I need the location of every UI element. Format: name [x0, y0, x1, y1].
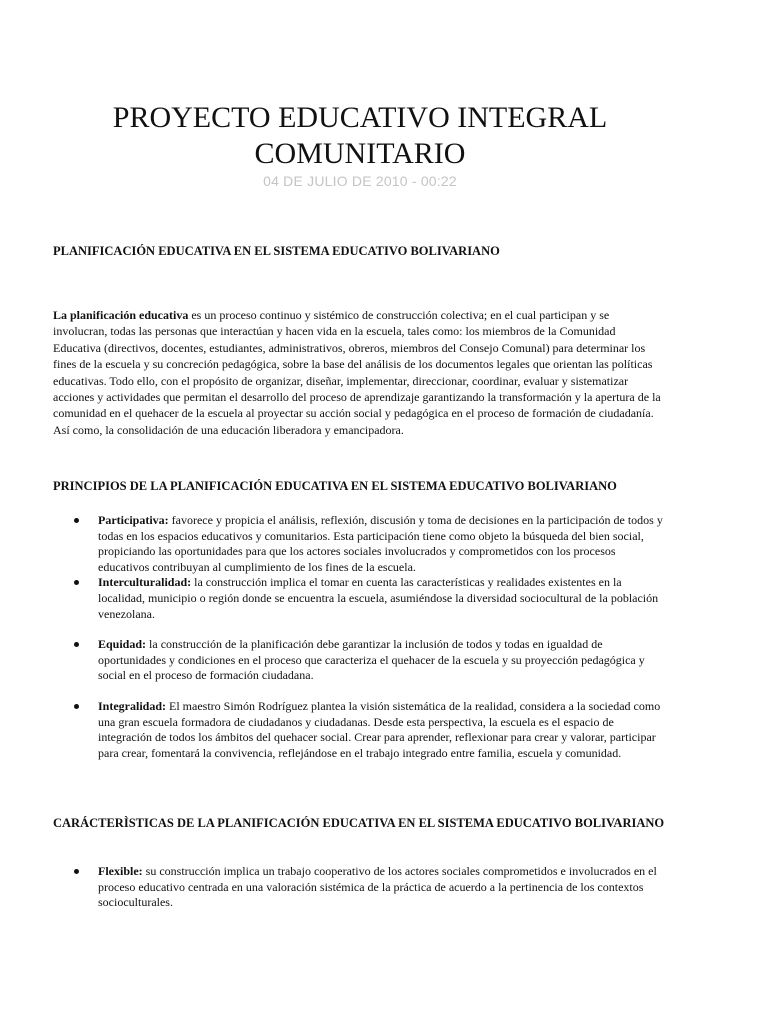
document-title: PROYECTO EDUCATIVO INTEGRAL COMUNITARIO [112, 101, 608, 170]
list-item [53, 699, 665, 761]
principle-term: Equidad: [98, 637, 147, 652]
principles-list [53, 513, 665, 761]
principle-text: El maestro Simón Rodríguez plantea la visión sistemática de la realidad, considera a la sociedad como una gran escuela formadora de ciudadanos y ciudadanas. Desde esta perspectiva, la escuela es el espacio de integración de todos los ámbitos del quehacer social. Crear para aprender, reflexionar para crear y valorar, participar para crear, fomentará la convivencia, reflejándose en el trabajo integrado entre familia, escuela y comunidad. [98, 698, 661, 760]
principle-text: la construcción implica el tomar en cuenta las características y realidades existentes en la localidad, municipio o región donde se encuentra la escuela, asumiéndose la diversidad sociocultural de la población venezolana. [98, 575, 659, 621]
intro-paragraph [53, 307, 663, 438]
bullet-icon [74, 704, 79, 709]
characteristics-list [53, 864, 665, 911]
bullet-icon [74, 869, 79, 874]
section-heading-principios: PRINCIPIOS DE LA PLANIFICACIÓN EDUCATIVA EN EL SISTEMA EDUCATIVO BOLIVARIANO [53, 479, 617, 493]
intro-body-text: es un proceso continuo y sistémico de construcción colectiva; en el cual participan y se involucran, todas las personas que interactúan y hacen vida en la escuela, tales como: los miembros de la Comunidad Educativa (directivos, docentes, estudiantes, administrativos, obreros, miembros del Consejo Comunal) para determinar los fines de la escuela y su concreción pedagógica, sobre la base del análisis de los documentos legales que orientan las políticas educativas. Todo ello, con el propósito de organizar, diseñar, implementar, direccionar, coordinar, evaluar y sistematizar acciones y actividades que permitan el desarrollo del proceso de aprendizaje garantizando la transformación y la apertura de la comunidad en el quehacer de la escuela al proyectar su acción social y pedagógica en el proceso de formación de ciudadanía. Así como, la consolidación de una educación liberadora y emancipadora. [53, 308, 661, 437]
principle-term: Integralidad: [98, 698, 167, 713]
section-heading-caracteristicas: CARÁCTERÌSTICAS DE LA PLANIFICACIÓN EDUCATIVA EN EL SISTEMA EDUCATIVO BOLIVARIANO [53, 816, 665, 830]
bullet-icon [74, 642, 79, 647]
principle-text: favorece y propicia el análisis, reflexión, discusión y toma de decisiones en la participación de todos y todas en los espacios educativos y comunitarios. Esta participación tiene como objeto la búsqueda del bien social, propiciando las oportunidades para que los actores sociales involucrados y comprometidos con los procesos educativos contribuyan al cumplimiento de los fines de la escuela. [98, 513, 663, 574]
principle-text: la construcción de la planificación debe garantizar la inclusión de todos y todas en igualdad de oportunidades y condiciones en el proceso que caracteriza el quehacer de la escuela y su proyección pedagógica y social en el proceso de formación ciudadana. [98, 637, 645, 683]
list-item [53, 575, 665, 622]
intro-lead-term: La planificación educativa [53, 308, 189, 322]
characteristic-term: Flexible: [98, 864, 143, 878]
list-item [53, 864, 665, 911]
list-item [53, 637, 665, 684]
characteristic-text: su construcción implica un trabajo cooperativo de los actores sociales comprometidos e involucrados en el proceso educativo centrada en una valoración sistémica de la práctica de acuerdo a la pertinencia de los contextos socioculturales. [98, 864, 657, 910]
principle-term: Participativa: [98, 513, 169, 527]
bullet-icon [74, 580, 79, 585]
section-heading-planificacion: PLANIFICACIÓN EDUCATIVA EN EL SISTEMA EDUCATIVO BOLIVARIANO [53, 244, 500, 258]
bullet-icon [74, 518, 79, 523]
principle-term: Interculturalidad: [98, 575, 192, 590]
list-item [53, 513, 665, 575]
publication-date: 04 DE JULIO DE 2010 - 00:22 [263, 173, 457, 189]
